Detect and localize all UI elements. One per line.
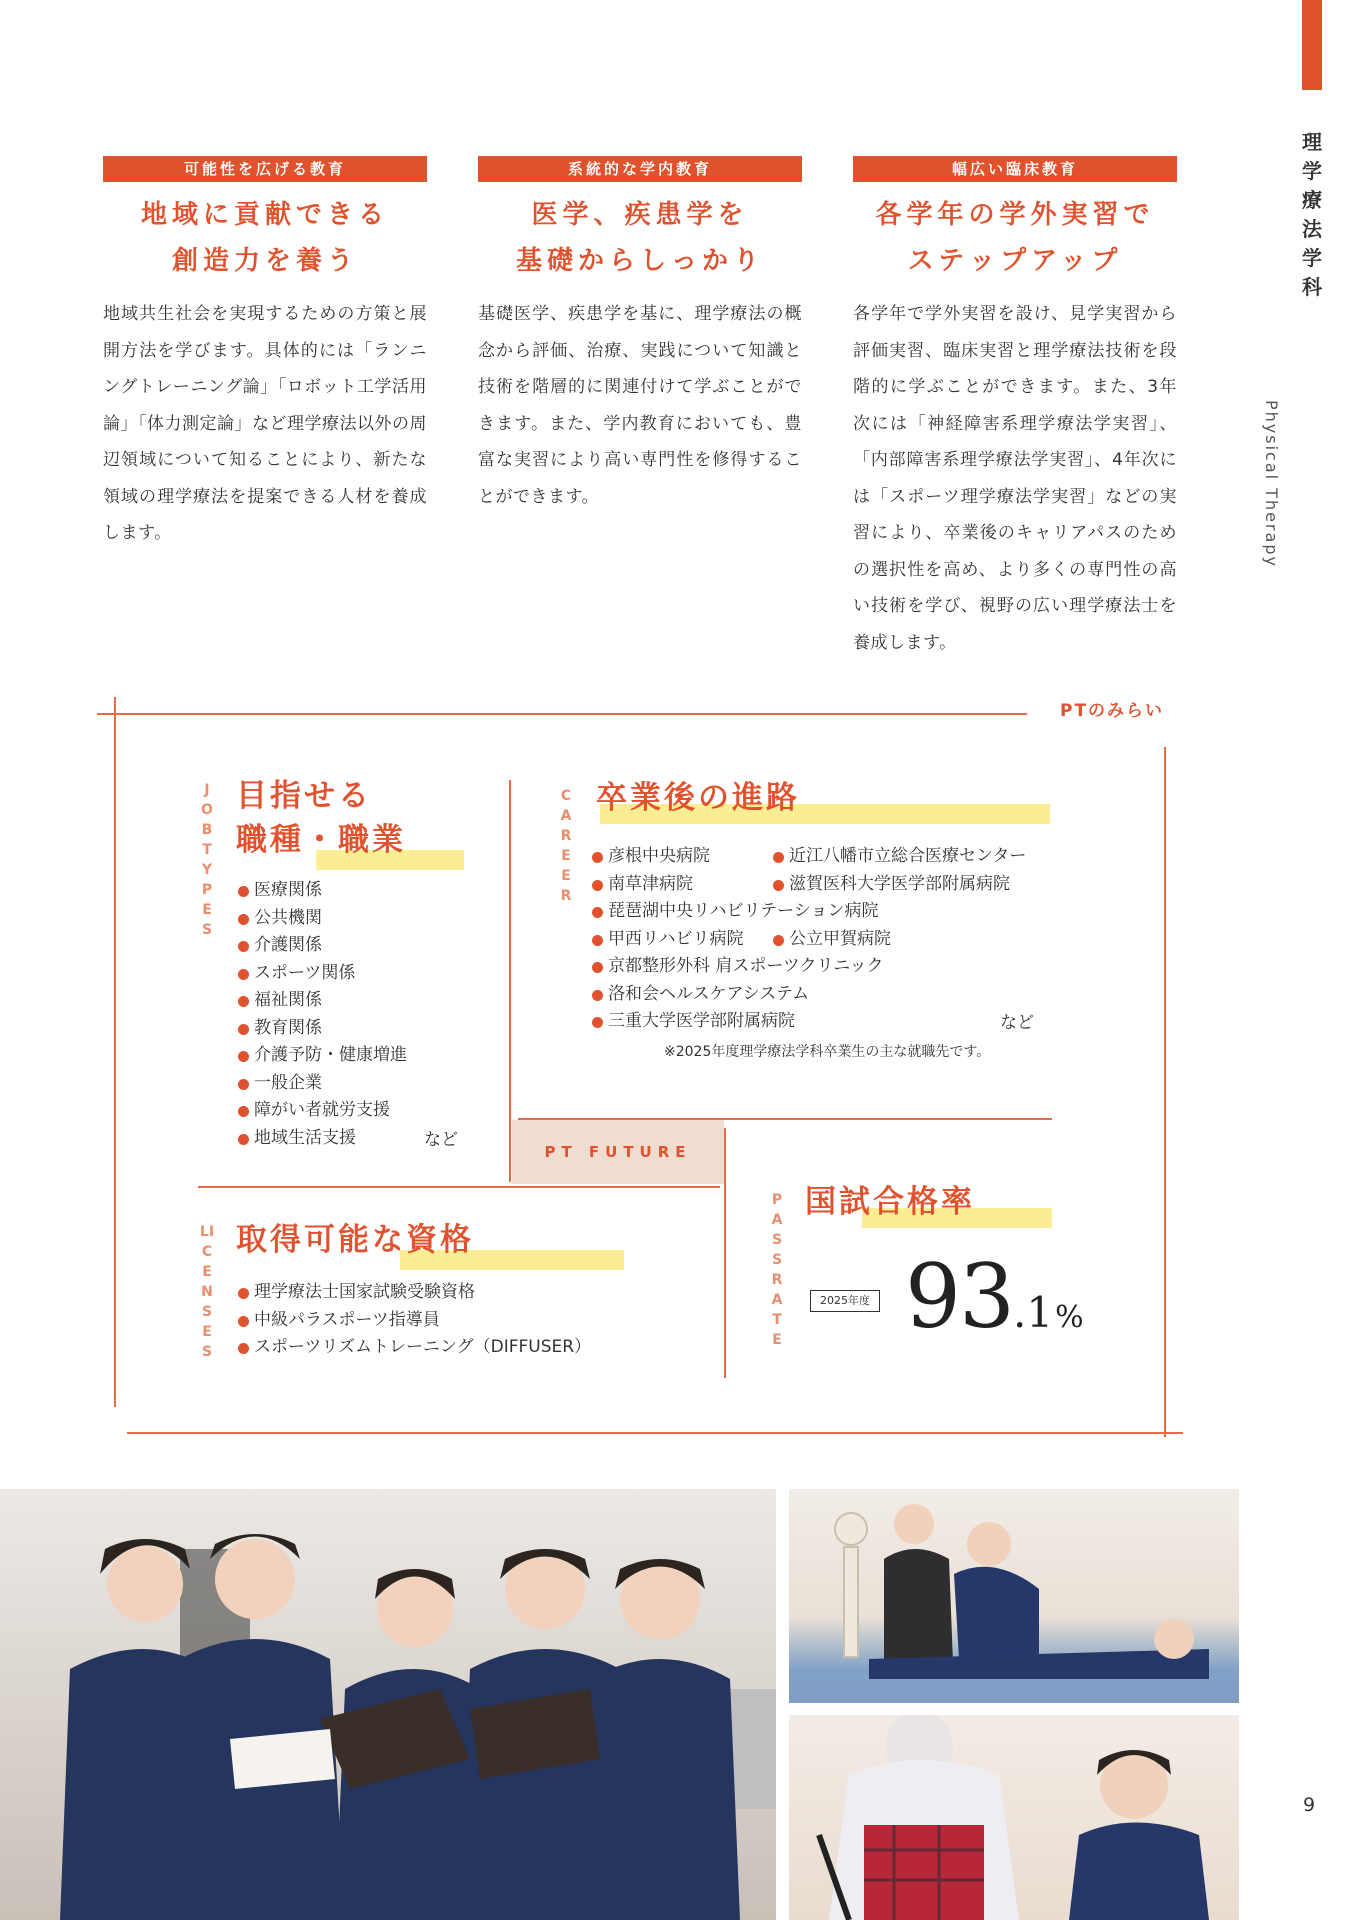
- job-types-title-line1: 目指せる: [236, 778, 372, 814]
- frame-right-line: [1164, 747, 1166, 1437]
- career-side-label: CAREER: [560, 788, 572, 904]
- pt-mirai-label: PTのみらい: [1060, 701, 1165, 721]
- list-item: 障がい者就労支援: [238, 1097, 407, 1125]
- wheelchair-illustration: [789, 1715, 1239, 1920]
- column-body: 各学年で学外実習を設け、見学実習から評価実習、臨床実習と理学療法技術を段階的に学ぶことができます。また、3年次には「神経障害系理学療法学実習」、「内部障害系理学療法学実習」、4年次には「スポーツ理学療法学実習」などの実習により、卒業後のキャリアパスのための選択性を高め、より多くの専門性の高い技術を学び、視野の広い理学療法士を養成します。: [853, 304, 1177, 653]
- column-banner: 幅広い臨床教育: [853, 156, 1177, 182]
- frame-top-line: [97, 713, 1027, 715]
- pass-rate-side-label: PASS RATE: [771, 1192, 783, 1348]
- photo-practical-training: [789, 1489, 1239, 1703]
- department-title-en: Physical Therapy: [1262, 400, 1281, 568]
- list-item: 京都整形外科 肩スポーツクリニック: [592, 953, 884, 981]
- pass-rate-integer: 93: [905, 1245, 1013, 1348]
- list-item: 甲西リハビリ病院: [592, 926, 884, 954]
- list-item: 福祉関係: [238, 987, 407, 1015]
- career-suffix: など: [1000, 1013, 1034, 1033]
- list-item: 地域生活支援: [238, 1125, 407, 1153]
- list-item: 近江八幡市立総合医療センター: [773, 843, 1026, 871]
- divider-vertical-center: [509, 780, 511, 1182]
- licenses-side-label: LICENSES: [199, 1224, 215, 1360]
- pass-rate-year-badge: 2025年度: [810, 1290, 880, 1312]
- list-item: 介護予防・健康増進: [238, 1042, 407, 1070]
- column-possibility: [103, 156, 427, 552]
- column-heading: [478, 192, 802, 284]
- divider-jobs-bottom: [198, 1186, 720, 1188]
- frame-bottom-line: [127, 1432, 1183, 1434]
- training-illustration: [789, 1489, 1239, 1703]
- photo-wheelchair-support: [789, 1715, 1239, 1920]
- column-heading-line: 各学年の学外実習で: [875, 200, 1155, 230]
- divider-licenses-right: [724, 1128, 726, 1378]
- column-banner: 系統的な学内教育: [478, 156, 802, 182]
- column-heading-line: 基礎からしっかり: [515, 246, 764, 276]
- list-item: 理学療法士国家試験受験資格: [238, 1279, 591, 1307]
- list-item: 一般企業: [238, 1070, 407, 1098]
- column-heading: [853, 192, 1177, 284]
- department-title: 理学療法学科: [1302, 130, 1322, 299]
- licenses-title: 取得可能な資格: [236, 1222, 474, 1258]
- column-systematic: [478, 156, 802, 515]
- list-item: 公共機関: [238, 905, 407, 933]
- side-tab-accent: [1302, 0, 1322, 90]
- list-item: 公立甲賀病院: [773, 926, 891, 954]
- list-item: 医療関係: [238, 877, 407, 905]
- list-item: 琵琶湖中央リハビリテーション病院: [592, 898, 884, 926]
- column-body: 地域共生社会を実現するための方策と展開方法を学びます。具体的には「ランニングトレーニング論」「ロボット工学活用論」「体力測定論」など理学療法以外の周辺領域について知ることにより、新たな領域の理学療法を提案できる人材を養成します。: [103, 304, 427, 543]
- job-types-suffix: など: [424, 1130, 458, 1150]
- pass-rate-value: [905, 1245, 1084, 1348]
- column-clinical: [853, 156, 1177, 661]
- column-heading-line: 医学、疾患学を: [531, 200, 749, 230]
- licenses-list: [238, 1279, 591, 1362]
- list-item: 滋賀医科大学医学部附属病院: [773, 871, 1026, 899]
- column-heading-line: 地域に貢献できる: [140, 200, 389, 230]
- career-list-extra: [773, 926, 891, 954]
- column-heading: [103, 192, 427, 284]
- list-item: 三重大学医学部附属病院: [592, 1008, 884, 1036]
- pass-rate-title: 国試合格率: [805, 1184, 975, 1220]
- list-item: スポーツ関係: [238, 960, 407, 988]
- list-item: スポーツリズムトレーニング（DIFFUSER）: [238, 1334, 591, 1362]
- column-body: 基礎医学、疾患学を基に、理学療法の概念から評価、治療、実践について知識と技術を階層的に関連付けて学ぶことができます。また、学内教育においても、豊富な実習により高い専門性を修得することができます。: [478, 304, 802, 507]
- students-illustration: [0, 1489, 776, 1920]
- column-heading-line: ステップアップ: [907, 246, 1123, 276]
- list-item: 彦根中央病院: [592, 843, 884, 871]
- pass-rate-decimal: .1: [1012, 1288, 1054, 1337]
- list-item: 中級パラスポーツ指導員: [238, 1307, 591, 1335]
- frame-left-line: [114, 697, 116, 1407]
- list-item: 洛和会ヘルスケアシステム: [592, 981, 884, 1009]
- career-note: ※2025年度理学療法学科卒業生の主な就職先です。: [664, 1044, 991, 1060]
- list-item: 介護関係: [238, 932, 407, 960]
- pass-rate-unit: %: [1055, 1300, 1084, 1335]
- pt-future-label: PT FUTURE: [512, 1120, 724, 1184]
- column-heading-line: 創造力を養う: [171, 246, 358, 276]
- career-list-right: [773, 843, 1026, 898]
- page-number: 9: [1303, 1794, 1316, 1816]
- photo-students-group: [0, 1489, 776, 1920]
- column-banner: 可能性を広げる教育: [103, 156, 427, 182]
- job-types-side-label: JOB TYPES: [201, 782, 213, 938]
- list-item: 教育関係: [238, 1015, 407, 1043]
- list-item: 南草津病院: [592, 871, 884, 899]
- career-title: 卒業後の進路: [596, 780, 800, 816]
- job-types-title-line2: 職種・職業: [236, 822, 406, 858]
- job-types-list: [238, 877, 407, 1152]
